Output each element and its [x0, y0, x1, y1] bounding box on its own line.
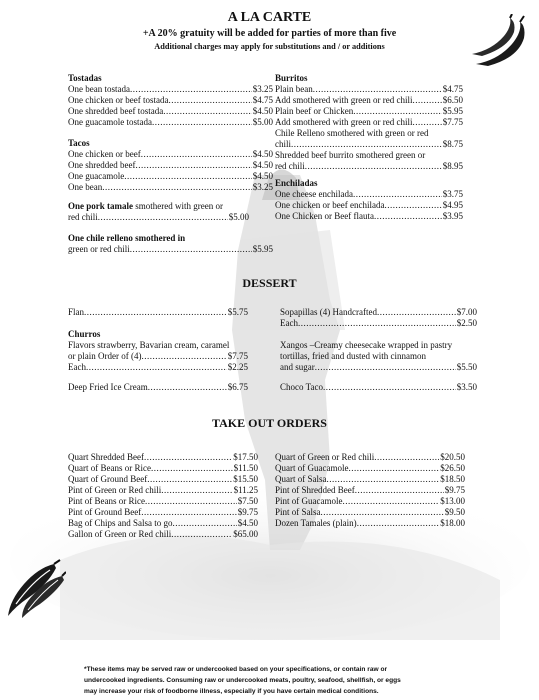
- list-item: Gallon of Green or Red chili ..... $65.00: [68, 529, 258, 540]
- list-item: One bean tostada ..... $3.25: [68, 84, 273, 95]
- chile-relleno-line: One chile relleno smothered in: [68, 233, 186, 243]
- additional-charges-note: Additional charges may apply for substitutions and / or additions: [154, 42, 385, 51]
- dessert-heading: DESSERT: [242, 276, 297, 290]
- list-item: Quart of Guacamole ..... $26.50: [275, 463, 465, 474]
- enchiladas-heading: Enchiladas: [275, 178, 318, 188]
- list-item: Choco Taco ..... $3.50: [280, 382, 477, 393]
- list-item: Quart of Green or Red chili ..... $20.50: [275, 452, 465, 463]
- list-item: Bag of Chips and Salsa to go ..... $4.50: [68, 518, 258, 529]
- list-item: Pint of Ground Beef ..... $9.75: [68, 507, 258, 518]
- list-item: Sopapillas (4) Handcrafted ..... $7.00: [280, 307, 477, 318]
- list-item: Add smothered with green or red chili ..... $6.50: [275, 95, 463, 106]
- list-item: One shredded beef tostada ..... $4.50: [68, 106, 273, 117]
- list-item: One guacamole tostada ..... $5.00: [68, 117, 273, 128]
- list-item: Quart of Ground Beef ..... $15.50: [68, 474, 258, 485]
- list-item: One chicken or beef enchilada ..... $4.95: [275, 200, 463, 211]
- list-item: Add smothered with green or red chili ..... $7.75: [275, 117, 463, 128]
- tostadas-heading: Tostadas: [68, 73, 102, 83]
- list-item: One Chicken or Beef flauta ..... $3.95: [275, 211, 463, 222]
- list-item: Quart of Beans or Rice ..... $11.50: [68, 463, 258, 474]
- list-item: Pint of Shredded Beef ..... $9.75: [275, 485, 465, 496]
- xangos-line: Xangos –Creamy cheesecake wrapped in pastry: [280, 340, 453, 350]
- takeout-heading: TAKE OUT ORDERS: [212, 416, 327, 430]
- list-item: Each ..... $2.25: [68, 362, 248, 373]
- list-item: Deep Fried Ice Cream ..... $6.75: [68, 382, 248, 393]
- tacos-heading: Tacos: [68, 138, 90, 148]
- list-item: Quart of Salsa ..... $18.50: [275, 474, 465, 485]
- xangos-line: tortillas, fried and dusted with cinnamon: [280, 351, 426, 361]
- list-item: Flan ..... $5.75: [68, 307, 248, 318]
- pork-tamale-line: One pork tamale smothered with green or: [68, 201, 223, 211]
- list-item: Pint of Guacamole ..... $13.00: [275, 496, 465, 507]
- list-item: Pint of Beans or Rice ..... $7.50: [68, 496, 258, 507]
- list-item: Pint of Green or Red chili ..... $11.25: [68, 485, 258, 496]
- list-item: chili ..... $8.75: [275, 139, 463, 150]
- list-item: red chili ..... $5.00: [68, 212, 249, 223]
- list-item: Dozen Tamales (plain) ..... $18.00: [275, 518, 465, 529]
- list-item: One chicken or beef ..... $4.50: [68, 149, 273, 160]
- shredded-burrito-line: Shredded beef burrito smothered green or: [275, 150, 426, 160]
- list-item: green or red chili ..... $5.95: [68, 244, 273, 255]
- list-item: One shredded beef ..... $4.50: [68, 160, 273, 171]
- list-item: One bean ..... $3.25: [68, 182, 273, 193]
- list-item: and sugar ..... $5.50: [280, 362, 477, 373]
- list-item: red chili ..... $8.95: [275, 161, 463, 172]
- list-item: or plain Order of (4) ..... $7.75: [68, 351, 248, 362]
- chile-relleno-burrito-line: Chile Relleno smothered with green or red: [275, 128, 429, 138]
- churros-heading: Churros: [68, 329, 101, 339]
- burritos-heading: Burritos: [275, 73, 308, 83]
- churros-flavors-line: Flavors strawberry, Bavarian cream, caramel: [68, 340, 230, 350]
- list-item: Quart Shredded Beef ..... $17.50: [68, 452, 258, 463]
- disclaimer-line: undercooked ingredients. Consuming raw or undercooked meats, poultry, seafood, shellfish, or eggs: [84, 677, 401, 684]
- raw-food-disclaimer: [84, 664, 401, 697]
- list-item: One chicken or beef tostada ..... $4.75: [68, 95, 273, 106]
- list-item: One cheese enchilada ..... $3.75: [275, 189, 463, 200]
- list-item: Pint of Salsa ..... $9.50: [275, 507, 465, 518]
- list-item: Plain beef or Chicken ..... $5.95: [275, 106, 463, 117]
- list-item: One guacamole ..... $4.50: [68, 171, 273, 182]
- menu-title: A LA CARTE: [227, 10, 312, 25]
- list-item: Plain bean ..... $4.75: [275, 84, 463, 95]
- disclaimer-line: *These items may be served raw or undercooked based on your specifications, or contain raw or: [84, 666, 388, 673]
- chili-pepper-icon: [2, 558, 66, 620]
- gratuity-note: +A 20% gratuity will be added for parties of more than five: [142, 28, 397, 39]
- list-item: Each ..... $2.50: [280, 318, 477, 329]
- disclaimer-line: may increase your risk of foodborne illness, especially if you have certain medical conditions.: [84, 688, 379, 695]
